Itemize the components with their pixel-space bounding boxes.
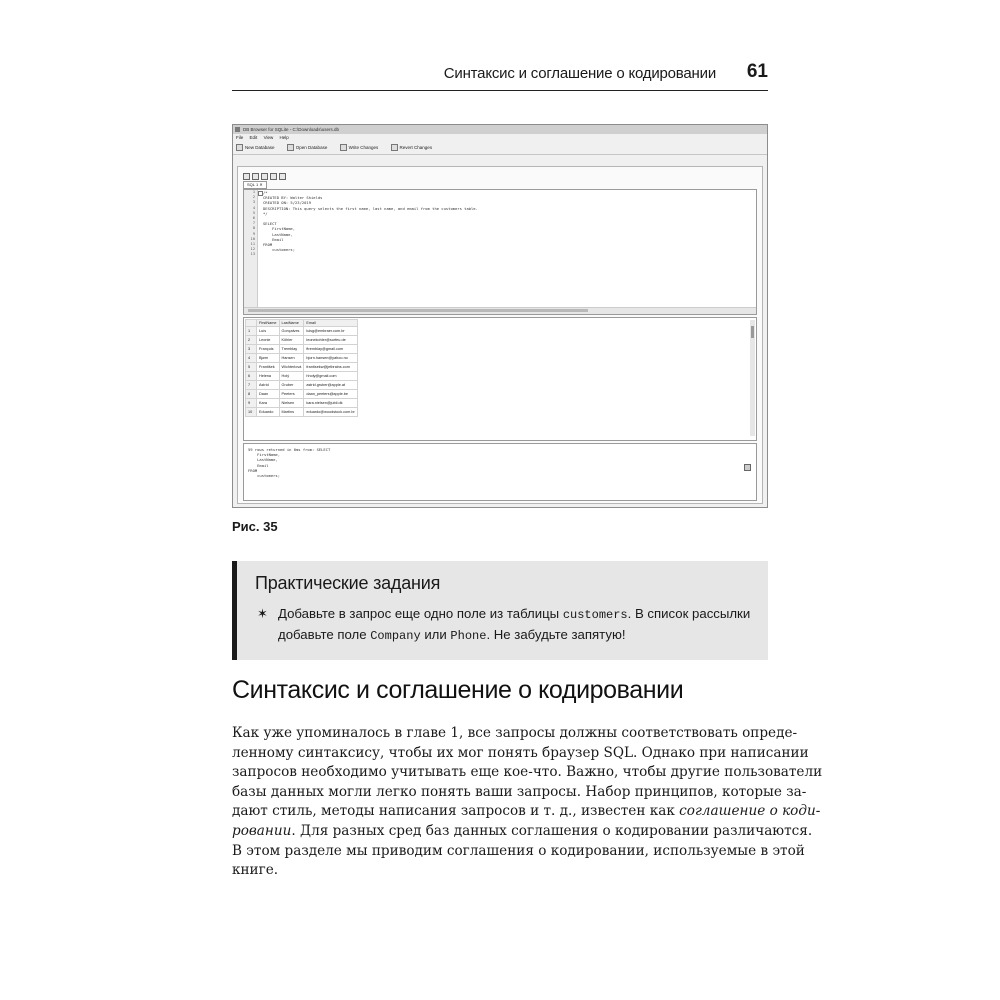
task-item <box>257 604 767 646</box>
message-line: FirstName, <box>248 452 281 458</box>
row-number-header <box>246 320 257 327</box>
cell-email[interactable]: kara.nielsen@jubii.dk <box>304 399 357 408</box>
copy-icon[interactable] <box>744 464 751 471</box>
row-number: 1 <box>246 327 257 336</box>
text-span: дают стиль, методы написания запросов и т. д., известен как <box>232 803 680 820</box>
cell-email[interactable]: astrid.gruber@apple.at <box>304 381 357 390</box>
menu-bar <box>233 134 767 142</box>
emphasis: ровании <box>232 822 292 839</box>
row-number: 9 <box>246 399 257 408</box>
cell-firstname[interactable]: Eduardo <box>257 408 280 417</box>
code-inline: Phone <box>450 629 487 643</box>
cell-lastname[interactable]: Peeters <box>279 390 304 399</box>
new-database-button[interactable]: New Database <box>236 145 275 150</box>
message-pane <box>243 443 757 501</box>
main-tab-bar <box>233 158 767 166</box>
sql-toolbar <box>238 167 762 178</box>
message-line: FROM <box>248 467 258 473</box>
line-number: 10 <box>250 236 255 241</box>
row-number: 5 <box>246 363 257 372</box>
cell-lastname[interactable]: Köhler <box>279 336 304 345</box>
row-number: 10 <box>246 408 257 417</box>
cell-lastname[interactable]: Gruber <box>279 381 304 390</box>
cell-email[interactable]: leonekohler@surfeu.de <box>304 336 357 345</box>
message-line: LastName, <box>248 457 278 463</box>
cell-lastname[interactable]: Gonçalves <box>279 327 304 336</box>
table-row[interactable] <box>246 327 358 336</box>
execute-all-icon[interactable] <box>270 173 277 180</box>
revert-changes-button[interactable]: Revert Changes <box>391 145 433 150</box>
code-line: CREATED BY: Walter Shields <box>263 195 323 201</box>
window-title-bar <box>233 125 767 134</box>
cell-email[interactable]: daan_peeters@apple.be <box>304 390 357 399</box>
line-number: 4 <box>252 205 255 210</box>
open-database-button[interactable]: Open Database <box>287 145 328 150</box>
section-heading: Синтаксис и соглашение о кодировании <box>232 676 684 704</box>
table-row[interactable] <box>246 390 358 399</box>
task-text: . В список рассылки <box>627 606 751 621</box>
figure-caption: Рис. 35 <box>232 519 278 534</box>
row-number: 2 <box>246 336 257 345</box>
cell-email[interactable]: luisg@embraer.com.br <box>304 327 357 336</box>
line-number-gutter <box>244 190 258 314</box>
code-line: */ <box>263 210 268 216</box>
cell-firstname[interactable]: Helena <box>257 372 280 381</box>
running-header <box>232 60 768 91</box>
open-sql-file-icon[interactable] <box>252 173 259 180</box>
cell-lastname[interactable]: Tremblay <box>279 345 304 354</box>
text-line <box>232 822 813 842</box>
stop-execution-icon[interactable] <box>279 173 286 180</box>
cell-lastname[interactable]: Wichterlová <box>279 363 304 372</box>
cell-email[interactable]: hholy@gmail.com <box>304 372 357 381</box>
line-number: 6 <box>252 215 255 220</box>
menu-help[interactable]: Help <box>279 135 289 140</box>
code-line: FirstName, <box>263 226 296 232</box>
line-number: 5 <box>252 210 255 215</box>
message-text <box>248 447 330 478</box>
message-line: Email <box>248 462 269 468</box>
code-area <box>263 190 478 257</box>
message-line: 59 rows returned in 0ms from: SELECT <box>248 447 331 452</box>
tasks-title: Практические задания <box>255 573 441 593</box>
task-line <box>278 625 767 646</box>
sql-editor[interactable] <box>243 189 757 315</box>
text-line: ленному синтаксису, чтобы их мог понять браузер SQL. Однако при написании <box>232 744 809 761</box>
code-line: Email <box>263 236 284 242</box>
menu-view[interactable]: View <box>263 135 274 140</box>
line-number: 9 <box>252 231 255 236</box>
scrollbar-thumb[interactable] <box>751 326 754 338</box>
text-line <box>232 802 821 822</box>
sql-tab[interactable]: SQL 1 ✕ <box>243 181 267 189</box>
cell-firstname[interactable]: Bjørn <box>257 354 280 363</box>
text-line: Как уже упоминалось в главе 1, все запросы должны соответствовать опреде- <box>232 725 798 741</box>
code-inline: customers <box>562 608 628 622</box>
text-line: базы данных могли легко понять ваши запросы. Набор принципов, которые за- <box>232 783 807 800</box>
column-header-email[interactable]: Email <box>304 320 357 327</box>
body-paragraph <box>232 724 823 881</box>
text-span: . Для разных сред баз данных соглашения о кодировании различаются. <box>291 822 813 839</box>
table-row[interactable] <box>246 381 358 390</box>
code-line: CREATED ON: 5/23/2019 <box>263 200 312 206</box>
code-line: SELECT <box>263 221 277 227</box>
code-line: customers; <box>263 247 296 253</box>
open-tab-icon[interactable] <box>243 173 250 180</box>
column-header-firstname[interactable]: FirstName <box>257 320 280 327</box>
code-line: LastName, <box>263 231 293 237</box>
bullet-star-icon: ✶ <box>257 606 269 621</box>
code-line <box>263 252 478 257</box>
task-text: . Не забудьте запятую! <box>486 627 626 642</box>
table-row[interactable] <box>246 354 358 363</box>
screenshot-figure <box>232 124 768 508</box>
table-row[interactable] <box>246 408 358 417</box>
column-header-lastname[interactable]: LastName <box>279 320 304 327</box>
execute-sql-panel <box>237 166 763 504</box>
sql-tab-label: SQL 1 <box>247 182 259 187</box>
cell-lastname[interactable]: Nielsen <box>279 399 304 408</box>
cell-email[interactable]: ftremblay@gmail.com <box>304 345 357 354</box>
cell-email[interactable]: frantisekw@jetbrains.com <box>304 363 357 372</box>
page-number: 61 <box>746 61 768 82</box>
cell-firstname[interactable]: František <box>257 363 280 372</box>
menu-file[interactable]: File <box>236 135 244 140</box>
running-title: Синтаксис и соглашение о кодировании <box>443 65 716 82</box>
line-number: 8 <box>252 226 255 231</box>
window-title: DB Browser for SQLite - C:\Downloads\users.db <box>243 127 340 132</box>
menu-edit[interactable]: Edit <box>249 135 258 140</box>
main-toolbar <box>233 142 767 155</box>
new-database-icon <box>236 144 243 151</box>
task-text: добавьте поле <box>278 627 371 642</box>
cell-lastname[interactable]: Hansen <box>279 354 304 363</box>
results-grid[interactable] <box>243 317 757 441</box>
table-row[interactable] <box>246 336 358 345</box>
line-number: 13 <box>250 252 255 257</box>
task-text: Добавьте в запрос еще одно поле из таблицы <box>278 606 563 621</box>
cell-firstname[interactable]: François <box>257 345 280 354</box>
emphasis: соглашение о коди- <box>679 803 821 820</box>
text-line: В этом разделе мы приводим соглашения о кодировании, используемые в этой <box>232 842 805 859</box>
cell-firstname[interactable]: Luís <box>257 327 280 336</box>
practice-tasks-box <box>232 561 768 660</box>
cell-lastname[interactable]: Holý <box>279 372 304 381</box>
row-number: 7 <box>246 381 257 390</box>
write-changes-button[interactable]: Write Changes <box>340 145 379 150</box>
task-text: или <box>420 627 451 642</box>
line-number: 12 <box>250 247 255 252</box>
save-sql-file-icon[interactable] <box>261 173 268 180</box>
code-inline: Company <box>370 629 421 643</box>
horizontal-scrollbar[interactable] <box>244 307 756 314</box>
line-number: 1 <box>252 190 255 194</box>
cell-email[interactable]: bjorn.hansen@yahoo.no <box>304 354 357 363</box>
table-header-row <box>246 320 358 327</box>
line-number: 3 <box>252 200 255 205</box>
open-folder-icon <box>287 144 294 151</box>
line-number: 7 <box>252 221 255 226</box>
cell-firstname[interactable]: Kara <box>257 399 280 408</box>
line-number: 11 <box>250 241 255 246</box>
code-line: DESCRIPTION: This query selects the first name, last name, and email from the customers table. <box>263 205 478 211</box>
row-number: 4 <box>246 354 257 363</box>
row-number: 8 <box>246 390 257 399</box>
text-line: запросов необходимо учитывать еще кое-что. Важно, чтобы другие пользователи <box>232 764 823 781</box>
table-row[interactable] <box>246 399 358 408</box>
scrollbar-thumb[interactable] <box>248 309 588 312</box>
row-number: 3 <box>246 345 257 354</box>
app-icon <box>235 127 240 132</box>
vertical-scrollbar[interactable] <box>750 320 755 436</box>
message-line: customers; <box>248 472 281 478</box>
cell-firstname[interactable]: Astrid <box>257 381 280 390</box>
task-line <box>278 604 767 625</box>
code-line: FROM <box>263 241 273 247</box>
cell-firstname[interactable]: Leonie <box>257 336 280 345</box>
table-row[interactable] <box>246 372 358 381</box>
table-row[interactable] <box>246 345 358 354</box>
row-number: 6 <box>246 372 257 381</box>
write-changes-icon <box>340 144 347 151</box>
code-line: /* <box>263 190 268 195</box>
cell-lastname[interactable]: Martins <box>279 408 304 417</box>
line-number: 2 <box>252 195 255 200</box>
revert-changes-icon <box>391 144 398 151</box>
text-line: книге. <box>232 862 279 879</box>
results-table <box>245 319 358 417</box>
table-row[interactable] <box>246 363 358 372</box>
cell-firstname[interactable]: Daan <box>257 390 280 399</box>
cell-email[interactable]: eduardo@woodstock.com.br <box>304 408 357 417</box>
